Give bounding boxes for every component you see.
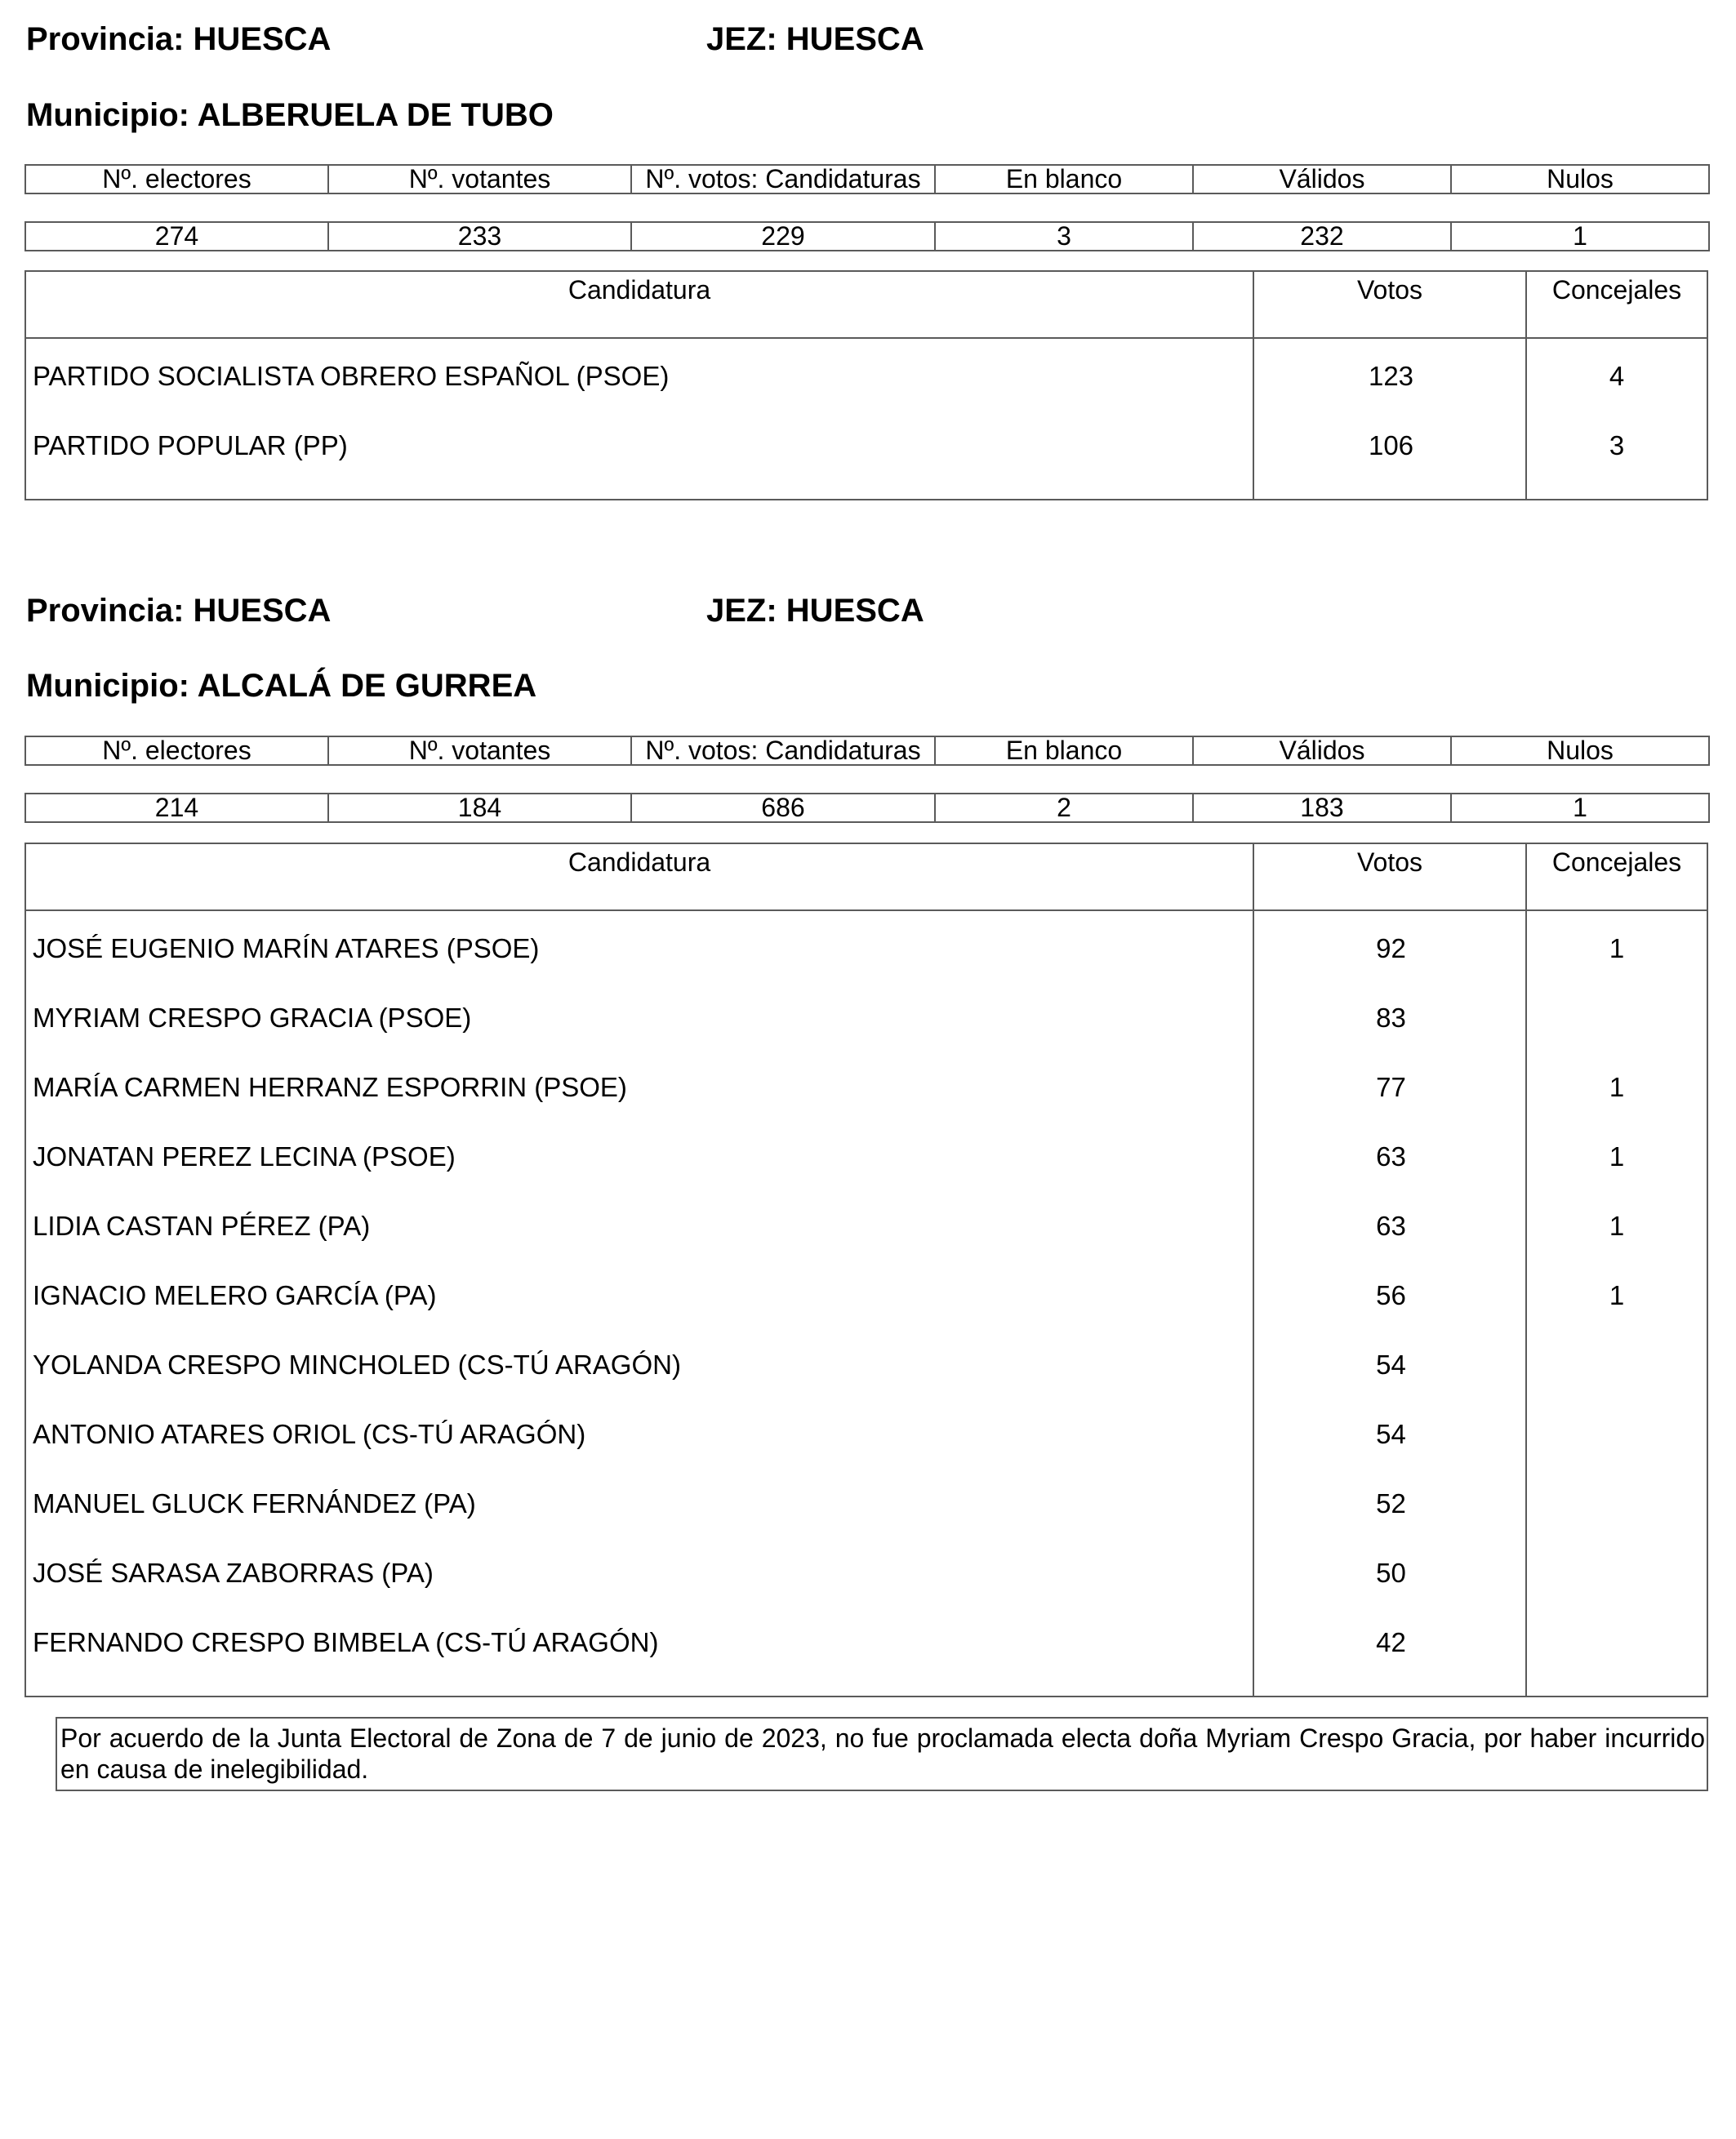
table-row-concejales: 1: [1609, 1141, 1625, 1172]
inelegibility-note: Por acuerdo de la Junta Electoral de Zona de 7 de junio de 2023, no fue proclamada electa doña Myriam Crespo Gracia, por haber incurrido en causa de inelegibilidad.: [56, 1717, 1708, 1791]
summary-table: [24, 736, 1710, 823]
summary-table: [24, 164, 1710, 251]
column-votos: [1254, 339, 1527, 499]
header-votantes: Nº. votantes: [328, 165, 631, 193]
table-row-name: JOSÉ SARASA ZABORRAS (PA): [33, 1558, 434, 1588]
header-votos: Votos: [1254, 272, 1527, 337]
table-row-concejales: 1: [1609, 1280, 1625, 1310]
table-row-votos: 52: [1376, 1488, 1406, 1519]
candidaturas-header-row: [26, 844, 1707, 911]
value-validos: 232: [1193, 222, 1451, 251]
candidaturas-body: [26, 339, 1707, 499]
table-row-name: MANUEL GLUCK FERNÁNDEZ (PA): [33, 1488, 476, 1519]
table-row-votos: 106: [1368, 430, 1414, 460]
table-row-votos: 54: [1376, 1350, 1406, 1380]
header-candidatura: Candidatura: [26, 272, 1254, 337]
table-row-votos: 123: [1368, 361, 1414, 391]
header-nulos: Nulos: [1451, 736, 1709, 765]
header-en-blanco: En blanco: [935, 736, 1193, 765]
table-row-name: JOSÉ EUGENIO MARÍN ATARES (PSOE): [33, 933, 540, 963]
header-votos-candidaturas: Nº. votos: Candidaturas: [631, 736, 935, 765]
table-row-votos: 63: [1376, 1141, 1406, 1172]
table-row-votos: 42: [1376, 1627, 1406, 1657]
table-row-name: ANTONIO ATARES ORIOL (CS-TÚ ARAGÓN): [33, 1419, 586, 1449]
table-row-name: FERNANDO CRESPO BIMBELA (CS-TÚ ARAGÓN): [33, 1627, 659, 1657]
table-row-name: JONATAN PEREZ LECINA (PSOE): [33, 1141, 456, 1172]
value-nulos: 1: [1451, 794, 1709, 822]
column-candidatura: [26, 339, 1254, 499]
value-validos: 183: [1193, 794, 1451, 822]
table-row-name: PARTIDO SOCIALISTA OBRERO ESPAÑOL (PSOE): [33, 361, 670, 391]
table-row-votos: 54: [1376, 1419, 1406, 1449]
summary-header-row: [25, 736, 1709, 765]
value-votos-candidaturas: 686: [631, 794, 935, 822]
table-row-name: MYRIAM CRESPO GRACIA (PSOE): [33, 1003, 472, 1033]
table-row-votos: 56: [1376, 1280, 1406, 1310]
jez-label: JEZ: HUESCA: [706, 593, 924, 629]
table-row-name: LIDIA CASTAN PÉREZ (PA): [33, 1211, 371, 1241]
table-row-concejales: 1: [1609, 1211, 1625, 1241]
candidaturas-table: [24, 270, 1708, 500]
summary-value-row: [25, 794, 1709, 822]
table-row-concejales: [1527, 994, 1707, 1063]
header-en-blanco: En blanco: [935, 165, 1193, 193]
table-row-concejales: 4: [1609, 361, 1625, 391]
header-validos: Válidos: [1193, 165, 1451, 193]
table-row-concejales: 3: [1609, 430, 1625, 460]
table-row-votos: 92: [1376, 933, 1406, 963]
table-row-votos: 63: [1376, 1211, 1406, 1241]
column-concejales: [1527, 339, 1707, 499]
value-en-blanco: 3: [935, 222, 1193, 251]
header-nulos: Nulos: [1451, 165, 1709, 193]
header-validos: Válidos: [1193, 736, 1451, 765]
column-candidatura: [26, 911, 1254, 1696]
header-votos-candidaturas: Nº. votos: Candidaturas: [631, 165, 935, 193]
value-votos-candidaturas: 229: [631, 222, 935, 251]
table-row-concejales: [1527, 1479, 1707, 1549]
municipio-title: Municipio: ALBERUELA DE TUBO: [26, 97, 554, 133]
table-row-name: IGNACIO MELERO GARCÍA (PA): [33, 1280, 437, 1310]
value-electores: 274: [25, 222, 328, 251]
summary-value-row: [25, 222, 1709, 251]
header-electores: Nº. electores: [25, 165, 328, 193]
column-concejales: [1527, 911, 1707, 1696]
table-row-votos: 83: [1376, 1003, 1406, 1033]
value-votantes: 233: [328, 222, 631, 251]
table-row-votos: 50: [1376, 1558, 1406, 1588]
table-row-votos: 77: [1376, 1072, 1406, 1102]
candidaturas-header-row: [26, 272, 1707, 339]
jez-label: JEZ: HUESCA: [706, 21, 924, 57]
column-votos: [1254, 911, 1527, 1696]
header-concejales: Concejales: [1551, 847, 1682, 877]
value-electores: 214: [25, 794, 328, 822]
header-electores: Nº. electores: [25, 736, 328, 765]
value-nulos: 1: [1451, 222, 1709, 251]
value-votantes: 184: [328, 794, 631, 822]
header-candidatura: Candidatura: [26, 844, 1254, 909]
provincia-label: Provincia: HUESCA: [26, 593, 332, 629]
table-row-concejales: [1527, 1549, 1707, 1618]
table-row-name: MARÍA CARMEN HERRANZ ESPORRIN (PSOE): [33, 1072, 627, 1102]
table-row-concejales: 1: [1609, 1072, 1625, 1102]
table-row-concejales: 1: [1609, 933, 1625, 963]
header-concejales: Concejales: [1551, 275, 1682, 305]
header-votos: Votos: [1254, 844, 1527, 909]
table-row-concejales: [1527, 1618, 1707, 1688]
table-row-name: YOLANDA CRESPO MINCHOLED (CS-TÚ ARAGÓN): [33, 1350, 681, 1380]
table-row-name: PARTIDO POPULAR (PP): [33, 430, 348, 460]
summary-header-row: [25, 165, 1709, 193]
municipio-title: Municipio: ALCALÁ DE GURREA: [26, 668, 537, 704]
candidaturas-table: [24, 843, 1708, 1697]
candidaturas-body: [26, 911, 1707, 1696]
table-row-concejales: [1527, 1341, 1707, 1410]
value-en-blanco: 2: [935, 794, 1193, 822]
header-votantes: Nº. votantes: [328, 736, 631, 765]
table-row-concejales: [1527, 1410, 1707, 1479]
provincia-label: Provincia: HUESCA: [26, 21, 332, 57]
